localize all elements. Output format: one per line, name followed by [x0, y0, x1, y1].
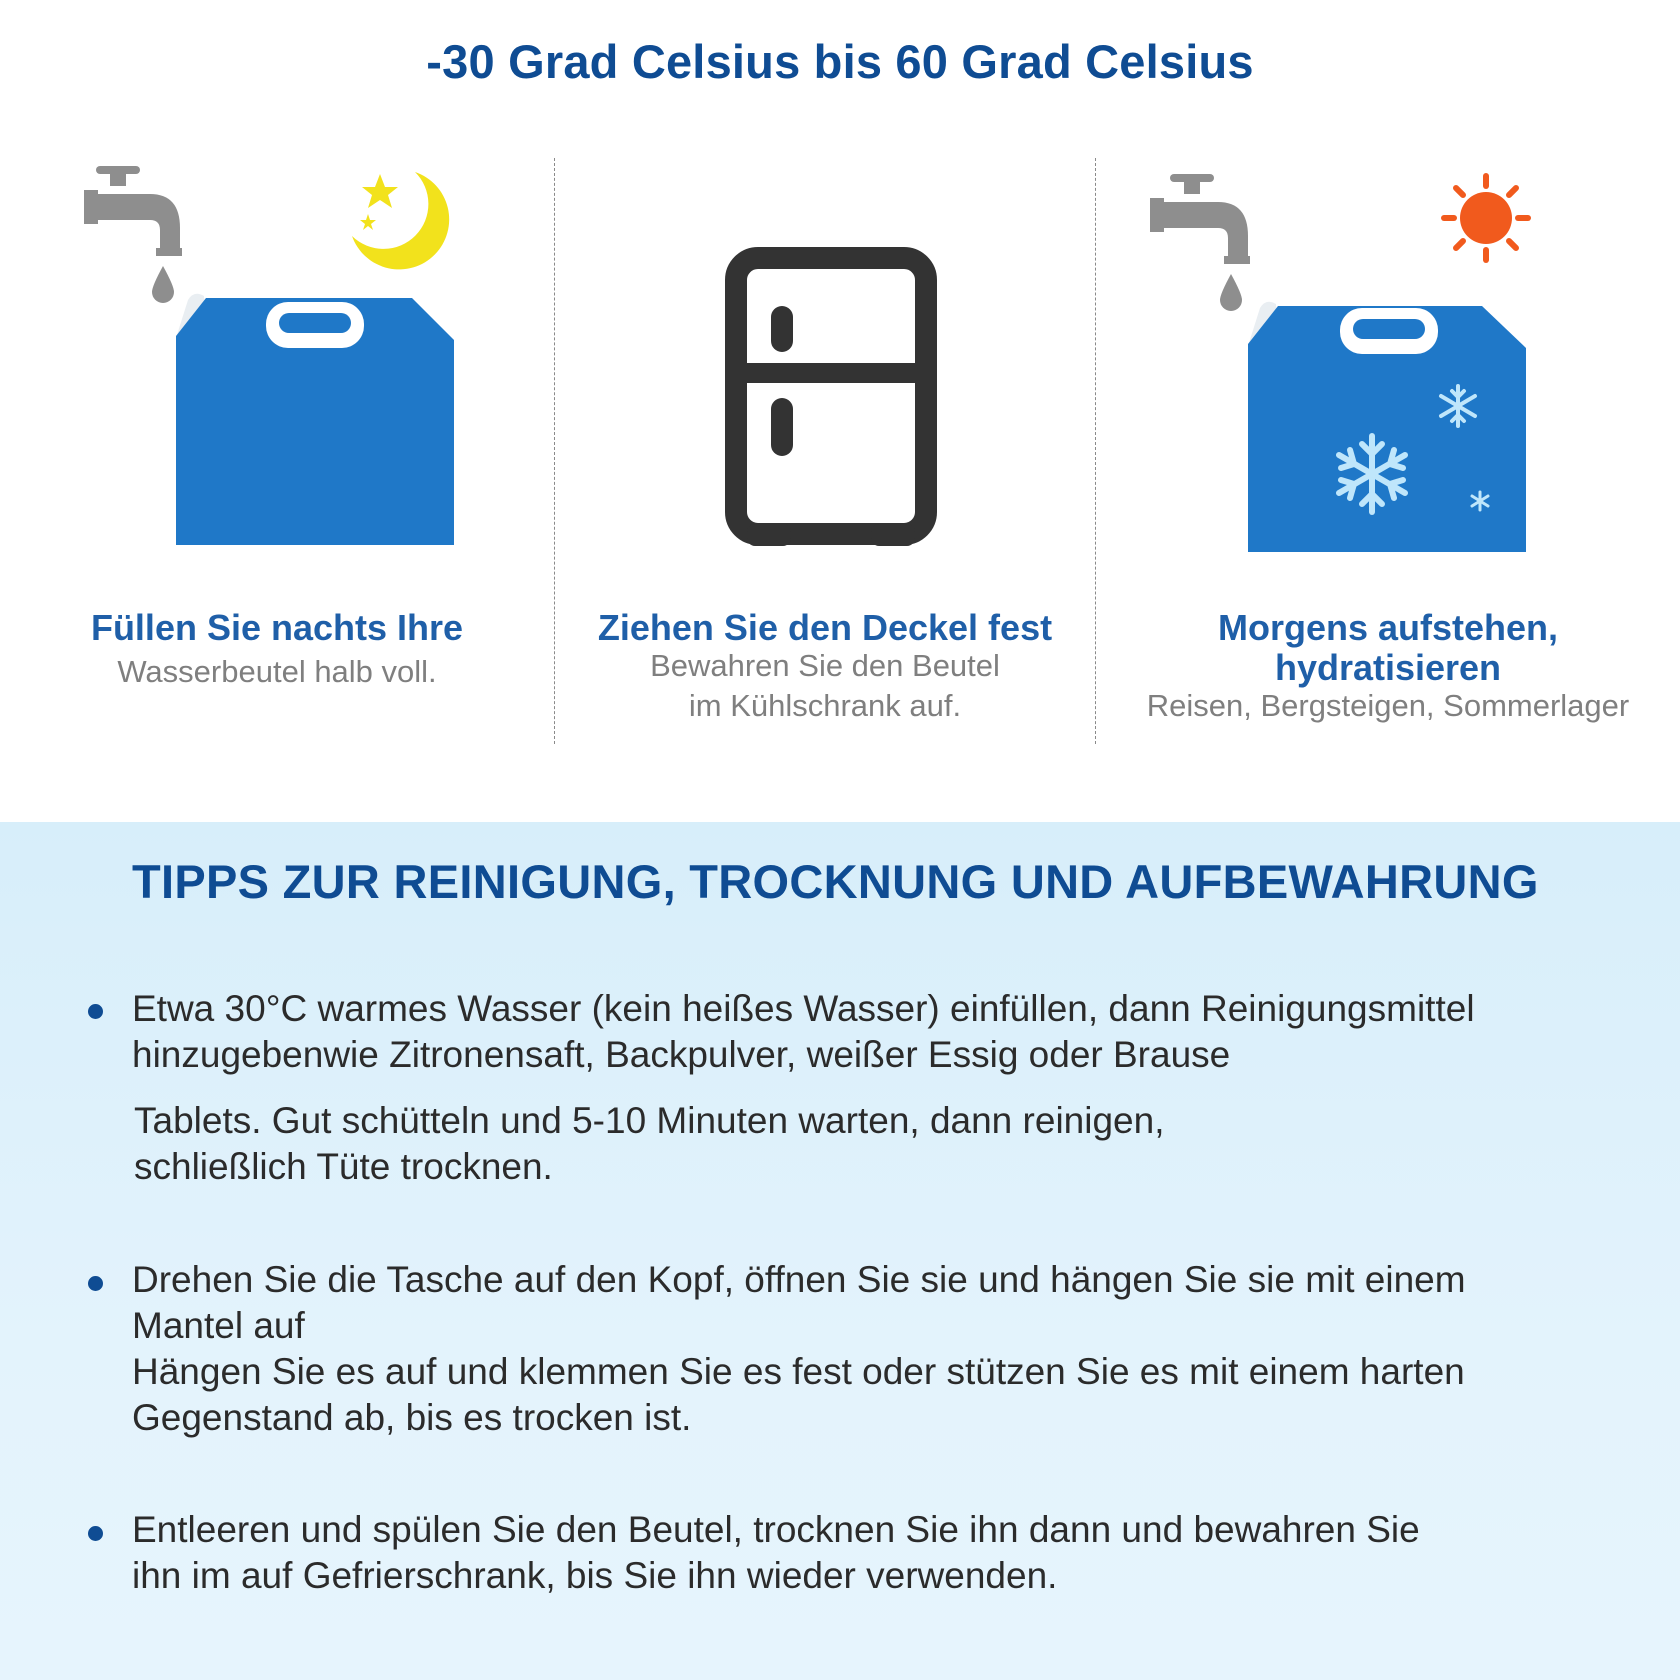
step-2-title: Ziehen Sie den Deckel fest — [597, 607, 1053, 648]
step-3-subtitle: Reisen, Bergsteigen, Sommerlager — [1146, 688, 1630, 723]
faucet-icon — [1150, 174, 1250, 264]
tip-2-line-2: Mantel auf — [132, 1305, 305, 1346]
tip-1-line-4: schließlich Tüte trocknen. — [134, 1146, 553, 1187]
tip-cleaning — [132, 986, 1652, 1190]
water-bag-icon — [176, 294, 454, 545]
faucet-icon — [84, 166, 182, 256]
water-bag-icon — [1248, 302, 1526, 552]
step-1-title: Füllen Sie nachts Ihre — [90, 607, 464, 648]
tip-storage — [132, 1507, 1652, 1599]
step-morning-hydrate — [1096, 0, 1680, 822]
tips-section — [0, 822, 1680, 1680]
tip-2-line-3: Hängen Sie es auf und klemmen Sie es fest oder stützen Sie es mit einem harten — [132, 1351, 1465, 1392]
fridge-icon — [555, 0, 1095, 560]
step-3-title-line-1: Morgens aufstehen, — [1217, 607, 1559, 648]
temperature-headline: -30 Grad Celsius bis 60 Grad Celsius — [426, 35, 1254, 88]
tip-1-line-2: hinzugebenwie Zitronensaft, Backpulver, weißer Essig oder Brause — [132, 1034, 1231, 1075]
bullet-icon — [88, 1526, 103, 1541]
tips-title: TIPPS ZUR REINIGUNG, TROCKNUNG UND AUFBEWAHRUNG — [132, 855, 1539, 908]
sun-icon — [1444, 176, 1528, 260]
tip-1-line-1: Etwa 30°C warmes Wasser (kein heißes Wasser) einfüllen, dann Reinigungsmittel — [132, 988, 1475, 1029]
tip-3-line-2: ihn im auf Gefrierschrank, bis Sie ihn wieder verwenden. — [132, 1555, 1058, 1596]
tip-drying — [132, 1257, 1652, 1441]
water-drop-icon — [1220, 274, 1242, 311]
bullet-icon — [88, 1276, 103, 1291]
bullet-icon — [88, 1004, 103, 1019]
step-1-subtitle: Wasserbeutel halb voll. — [117, 654, 437, 689]
step-tighten-lid — [555, 0, 1095, 822]
fill-illustration — [0, 0, 554, 560]
step-2-subtitle-line-1: Bewahren Sie den Beutel — [650, 648, 1000, 683]
tip-1-line-3: Tablets. Gut schütteln und 5-10 Minuten warten, dann reinigen, — [134, 1100, 1165, 1141]
tip-2-line-4: Gegenstand ab, bis es trocken ist. — [132, 1397, 692, 1438]
step-2-subtitle-line-2: im Kühlschrank auf. — [688, 688, 962, 723]
water-drop-icon — [152, 266, 174, 303]
steps-section — [0, 0, 1680, 822]
tip-3-line-1: Entleeren und spülen Sie den Beutel, trocknen Sie ihn dann und bewahren Sie — [132, 1509, 1420, 1550]
morning-illustration — [1096, 0, 1680, 560]
step-fill-at-night — [0, 0, 554, 822]
tip-2-line-1: Drehen Sie die Tasche auf den Kopf, öffnen Sie sie und hängen Sie sie mit einem — [132, 1259, 1466, 1300]
moon-icon — [352, 172, 449, 269]
step-3-title-line-2: hydratisieren — [1274, 647, 1502, 688]
